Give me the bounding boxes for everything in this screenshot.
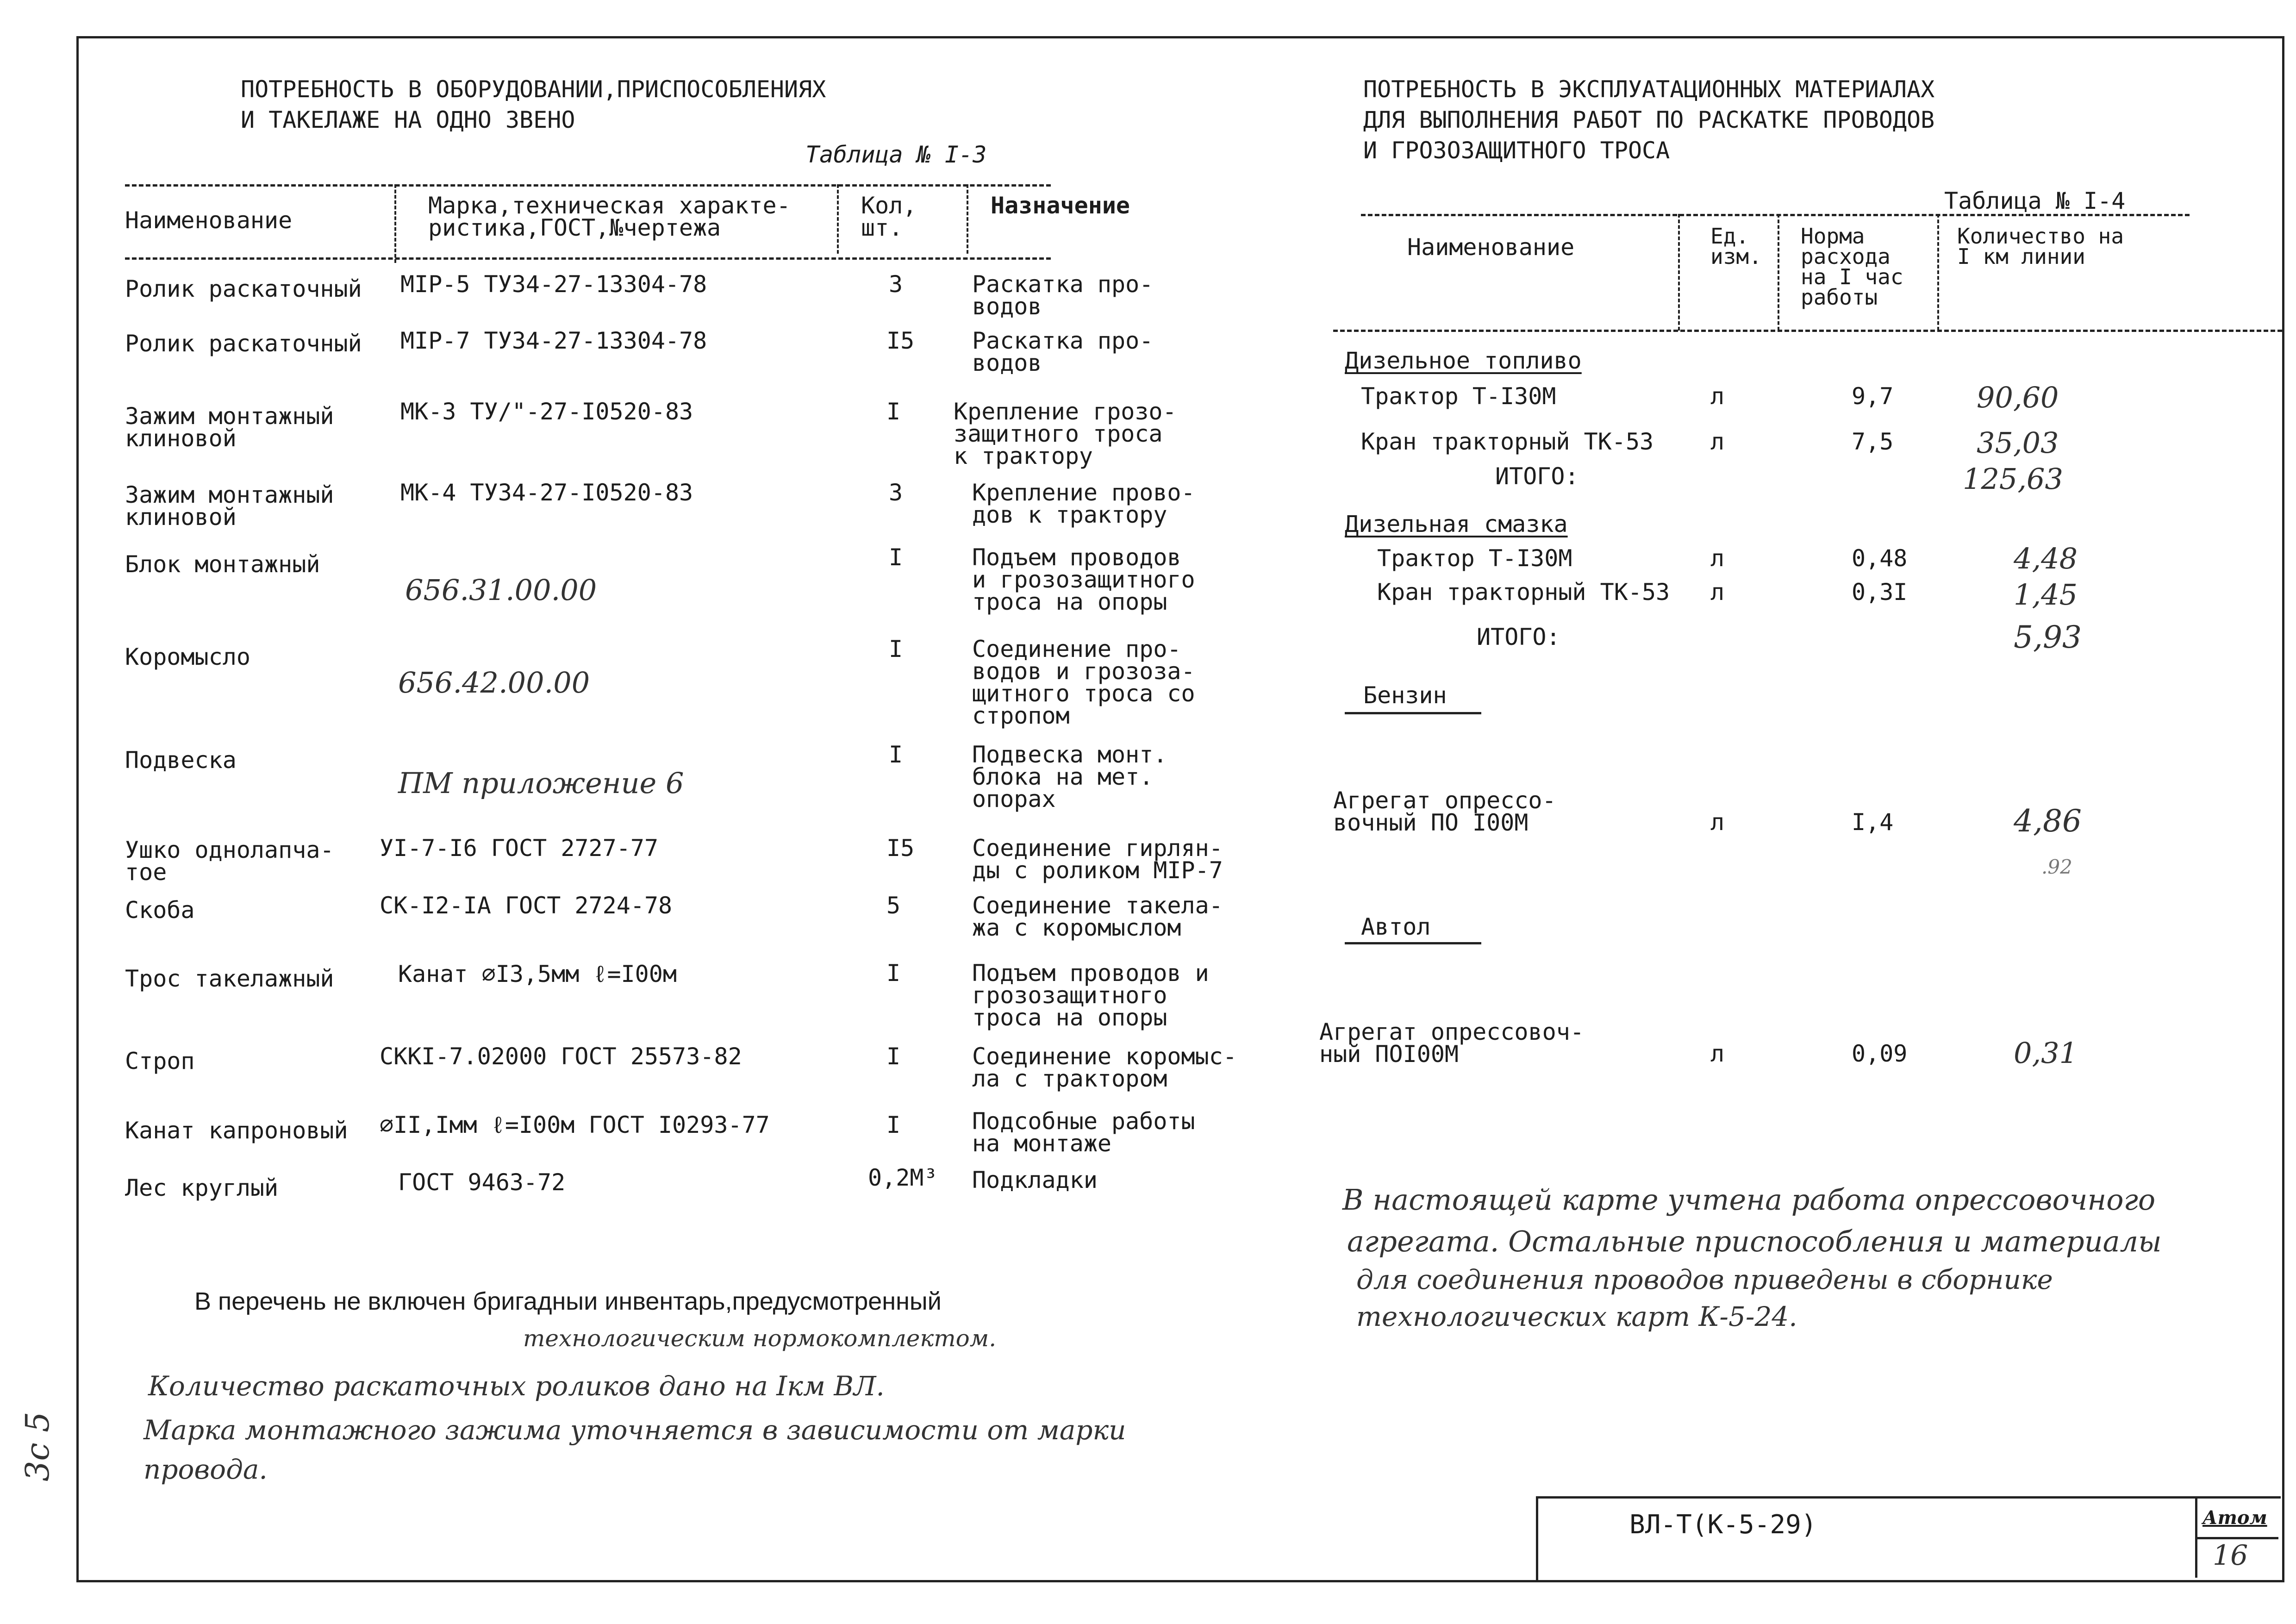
row-purpose: Соединение про- водов и грозоза- щитного троса со стропом bbox=[972, 636, 1195, 729]
row-name: Ушко однолапча- тое bbox=[125, 837, 334, 886]
margin-note: 3с 5 bbox=[19, 1412, 56, 1481]
row-purpose: Подкладки bbox=[972, 1167, 1098, 1193]
item-norm: 0,48 bbox=[1852, 545, 1908, 572]
right-col-name-header: Наименование bbox=[1407, 234, 1575, 261]
row-mark: ГОСТ 9463-72 bbox=[398, 1169, 566, 1196]
left-note-hand-line: Количество раскаточных роликов дано на Iкм ВЛ. bbox=[148, 1370, 885, 1402]
group-title-diesel-fuel: Дизельное топливо bbox=[1345, 347, 1582, 374]
row-name: Ролик раскаточный bbox=[125, 275, 362, 302]
item-norm: 0,09 bbox=[1852, 1040, 1908, 1067]
row-purpose: Раскатка про- водов bbox=[972, 271, 1154, 320]
left-col-divider-1 bbox=[394, 184, 396, 263]
row-qty: I bbox=[886, 960, 901, 987]
row-name: Канат капроновый bbox=[125, 1117, 348, 1144]
item-unit: л bbox=[1710, 579, 1725, 606]
right-table-top-rule bbox=[1361, 214, 2190, 216]
item-name: Трактор Т-I30М bbox=[1377, 545, 1572, 572]
row-name: Коромысло bbox=[125, 643, 250, 670]
row-mark: СК-I2-IА ГОСТ 2724-78 bbox=[380, 892, 673, 919]
right-note-line: агрегата. Остальные приспособления и материалы bbox=[1347, 1224, 2162, 1258]
row-mark: Канат ∅I3,5мм ℓ=I00м bbox=[398, 961, 677, 987]
item-norm: 9,7 bbox=[1852, 383, 1894, 410]
item-norm: 0,3I bbox=[1852, 579, 1908, 606]
row-mark: МК-3 ТУ/"-27-I0520-83 bbox=[400, 398, 693, 425]
left-heading: ПОТРЕБНОСТЬ В ОБОРУДОВАНИИ,ПРИСПОСОБЛЕНИЯХ И ТАКЕЛАЖЕ НА ОДНО ЗВЕНО bbox=[241, 76, 826, 133]
right-col-divider-1 bbox=[1678, 214, 1680, 331]
item-unit: л bbox=[1710, 809, 1725, 836]
row-qty: I5 bbox=[886, 835, 915, 862]
left-col-mark-header: Марка,техническая характе- ристика,ГОСТ,№чертежа bbox=[428, 192, 791, 241]
left-note-hand-line: Марка монтажного зажима уточняется в зависимости от марки bbox=[144, 1414, 1126, 1446]
right-col-unit-header: Ед. изм. bbox=[1710, 224, 1762, 269]
row-mark: МIР-5 ТУ34-27-13304-78 bbox=[400, 271, 707, 298]
row-purpose: Соединение такела- жа с коромыслом bbox=[972, 892, 1223, 941]
row-mark: МК-4 ТУ34-27-I0520-83 bbox=[400, 479, 693, 506]
row-qty: 3 bbox=[889, 479, 903, 506]
left-col-purpose-header: Назначение bbox=[991, 192, 1130, 219]
sheet-number: 16 bbox=[2213, 1539, 2248, 1572]
group-title-autol: Автол bbox=[1361, 913, 1431, 940]
row-mark: СККI-7.02000 ГОСТ 25573-82 bbox=[380, 1043, 742, 1070]
row-name: Строп bbox=[125, 1048, 195, 1074]
row-mark: ∅II,Iмм ℓ=I00м ГОСТ I0293-77 bbox=[380, 1112, 770, 1138]
left-table-top-rule bbox=[125, 184, 1051, 187]
row-purpose: Соединение гирлян- ды с роликом МIР-7 bbox=[972, 835, 1223, 884]
item-qty: 4,48 bbox=[2014, 542, 2078, 575]
item-norm: I,4 bbox=[1852, 809, 1894, 836]
row-name: Ролик раскаточный bbox=[125, 330, 362, 357]
left-table-header-rule bbox=[125, 257, 1051, 260]
group-total: 125,63 bbox=[1963, 462, 2063, 496]
item-name: Кран тракторный ТК-53 bbox=[1377, 579, 1670, 606]
row-qty: I5 bbox=[886, 327, 915, 354]
row-purpose: Подъем проводов и грозозащитного троса на опоры bbox=[972, 960, 1209, 1031]
item-qty: 4,86 bbox=[2014, 803, 2082, 839]
group-title-underline bbox=[1345, 942, 1481, 944]
left-col-qty-header: Кол, шт. bbox=[861, 192, 917, 241]
item-norm: 7,5 bbox=[1852, 428, 1894, 455]
row-purpose: Крепление грозо- защитного троса к трактору bbox=[954, 398, 1177, 469]
right-col-divider-3 bbox=[1937, 214, 1939, 331]
row-qty: I bbox=[886, 1112, 901, 1138]
document-code: ВЛ-Т(К-5-29) bbox=[1629, 1510, 1817, 1540]
group-title-diesel-lubricant: Дизельная смазка bbox=[1345, 511, 1568, 537]
row-mark-handwritten: 656.31.00.00 bbox=[405, 573, 597, 607]
row-qty: I bbox=[886, 398, 901, 425]
left-col-divider-3 bbox=[967, 184, 968, 254]
row-mark-handwritten: 656.42.00.00 bbox=[398, 666, 590, 700]
item-name: Трактор Т-I30М bbox=[1361, 383, 1556, 410]
group-title-petrol: Бензин bbox=[1363, 682, 1447, 709]
item-unit: л bbox=[1710, 383, 1725, 410]
right-table-label: Таблица № I-4 bbox=[1944, 187, 2126, 214]
right-col-norm-header: Норма расхода на I час работы bbox=[1801, 224, 1903, 310]
row-mark: УI-7-I6 ГОСТ 2727-77 bbox=[380, 835, 659, 862]
row-qty: I bbox=[889, 636, 903, 662]
group-total-label: ИТОГО: bbox=[1495, 463, 1579, 490]
group-total-label: ИТОГО: bbox=[1477, 624, 1560, 650]
right-note-line: технологических карт К-5-24. bbox=[1356, 1301, 1797, 1332]
row-purpose: Крепление прово- дов к трактору bbox=[972, 479, 1195, 528]
row-name: Трос такелажный bbox=[125, 965, 334, 992]
left-table-label: Таблица № I-3 bbox=[805, 141, 987, 168]
row-name: Подвеска bbox=[125, 747, 237, 774]
item-unit: л bbox=[1710, 545, 1725, 572]
row-purpose: Подсобные работы на монтаже bbox=[972, 1108, 1195, 1157]
item-name: Кран тракторный ТК-53 bbox=[1361, 428, 1654, 455]
row-qty: I bbox=[886, 1043, 901, 1070]
item-qty: 90,60 bbox=[1977, 381, 2059, 414]
row-purpose: Подвеска монт. блока на мет. опорах bbox=[972, 741, 1167, 812]
row-mark: МIР-7 ТУ34-27-13304-78 bbox=[400, 327, 707, 354]
row-mark-handwritten: ПМ приложение 6 bbox=[398, 766, 684, 800]
group-total: 5,93 bbox=[2014, 619, 2082, 655]
row-qty: 0,2М³ bbox=[868, 1164, 938, 1191]
item-unit: л bbox=[1710, 1040, 1725, 1067]
row-qty: 3 bbox=[889, 271, 903, 298]
row-qty: I bbox=[889, 741, 903, 768]
left-note-printed: В перечень не включен бригадныи инвентарь,предусмотренный bbox=[194, 1287, 942, 1315]
right-table-header-rule bbox=[1333, 330, 2282, 332]
item-name: Агрегат опрессовоч- ный ПОI00М bbox=[1319, 1018, 1584, 1068]
item-qty: 1,45 bbox=[2014, 578, 2078, 612]
left-col-divider-2 bbox=[837, 184, 839, 254]
group-title-underline bbox=[1345, 712, 1481, 714]
row-name: Зажим монтажный клиновой bbox=[125, 403, 334, 452]
item-qty: 35,03 bbox=[1977, 426, 2059, 460]
row-name: Скоба bbox=[125, 897, 195, 924]
right-note-line: для соединения проводов приведены в сборнике bbox=[1356, 1264, 2053, 1295]
row-name: Блок монтажный bbox=[125, 551, 320, 578]
right-col-divider-2 bbox=[1778, 214, 1779, 331]
group-extra-value: .92 bbox=[2041, 856, 2072, 878]
item-name: Агрегат опрессо- вочный ПО I00М bbox=[1333, 787, 1556, 836]
row-name: Зажим монтажный клиновой bbox=[125, 481, 334, 531]
left-col-name-header: Наименование bbox=[125, 207, 293, 234]
row-purpose: Соединение коромыс- ла с трактором bbox=[972, 1043, 1237, 1092]
row-name: Лес круглый bbox=[125, 1174, 279, 1201]
row-qty: I bbox=[889, 544, 903, 571]
right-note-line: В настоящей карте учтена работа опрессовочного bbox=[1342, 1183, 2156, 1217]
page-frame bbox=[76, 36, 2284, 1582]
stamp-mark: Атом bbox=[2202, 1507, 2267, 1529]
row-qty: 5 bbox=[886, 892, 901, 919]
row-purpose: Подъем проводов и грозозащитного троса на опоры bbox=[972, 544, 1195, 615]
row-purpose: Раскатка про- водов bbox=[972, 327, 1154, 376]
item-unit: л bbox=[1710, 428, 1725, 455]
right-col-qty-header: Количество на I км линии bbox=[1957, 224, 2124, 269]
right-heading: ПОТРЕБНОСТЬ В ЭКСПЛУАТАЦИОННЫХ МАТЕРИАЛАХ ДЛЯ ВЫПОЛНЕНИЯ РАБОТ ПО РАСКАТКЕ ПРОВОДОВ И ГРОЗОЗАЩИТНОГО ТРОСА bbox=[1363, 76, 1935, 164]
item-qty: 0,31 bbox=[2014, 1036, 2078, 1070]
left-note-hand-line: технологическим нормокомплектом. bbox=[523, 1325, 997, 1352]
left-note-hand-line: провода. bbox=[144, 1454, 268, 1485]
